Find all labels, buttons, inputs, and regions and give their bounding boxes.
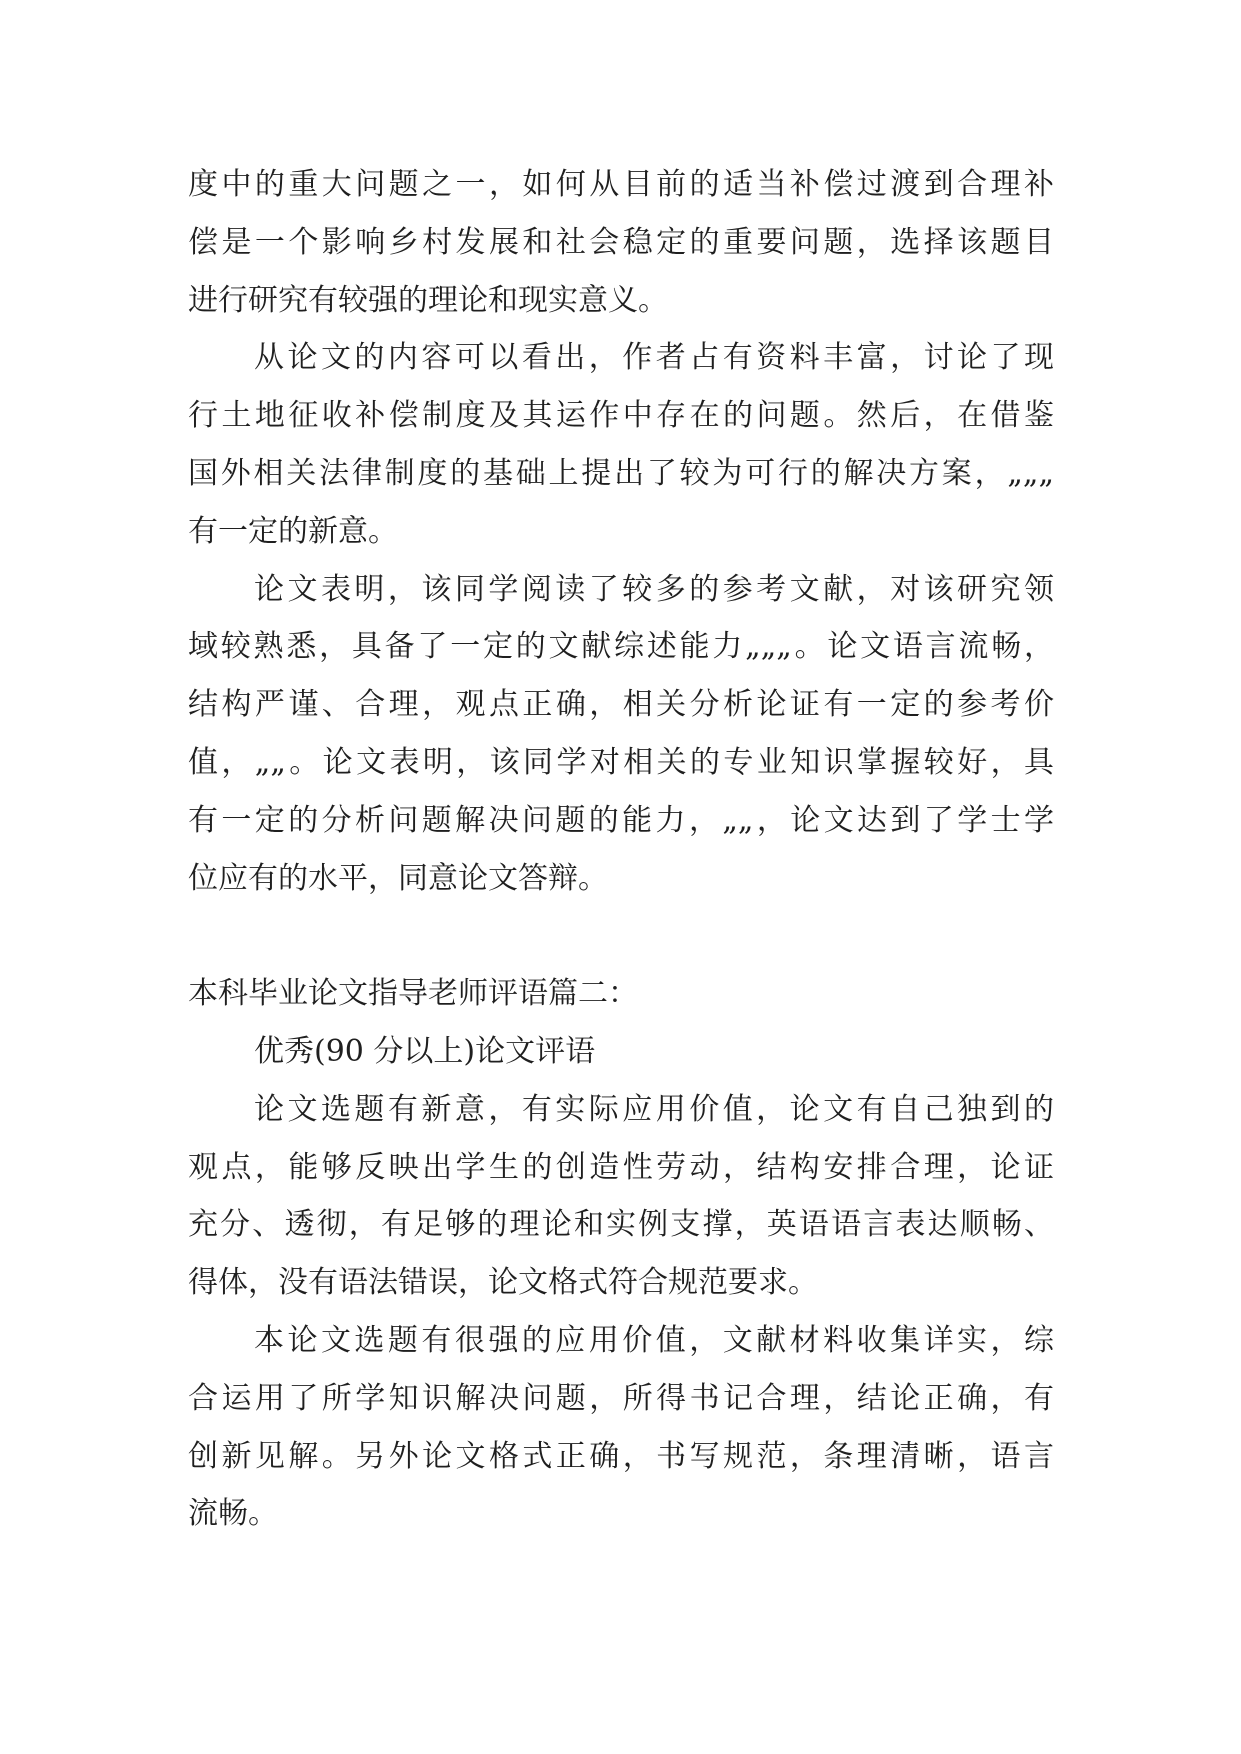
body-text-line: 度中的重大问题之一，如何从目前的适当补偿过渡到合理补 (188, 167, 1054, 202)
body-text-line: 结构严谨、合理，观点正确，相关分析论证有一定的参考价 (188, 687, 1054, 723)
body-text-line: 充分、透彻，有足够的理论和实例支撑，英语语言表达顺畅、 (188, 1207, 1054, 1243)
body-text-line: 观点，能够反映出学生的创造性劳动，结构安排合理，论证 (188, 1149, 1054, 1185)
blank-line (188, 907, 1054, 965)
paragraph (188, 329, 1054, 560)
body-text-line: 合运用了所学知识解决问题，所得书记合理，结论正确，有 (188, 1380, 1054, 1416)
body-text-line: 域较熟悉，具备了一定的文献综述能力„„„。论文语言流畅， (188, 629, 1054, 665)
body-text-line: 有一定的新意。 (188, 513, 398, 549)
paragraph (188, 156, 1054, 329)
body-text-line: 有一定的分析问题解决问题的能力，„„，论文达到了学士学 (188, 802, 1054, 838)
body-text-line: 论文表明，该同学阅读了较多的参考文献，对该研究领 (254, 571, 1054, 607)
body-text-line: 流畅。 (188, 1496, 278, 1532)
body-text-line: 本论文选题有很强的应用价值，文献材料收集详实，综 (254, 1322, 1054, 1358)
body-text-line: 位应有的水平，同意论文答辩。 (188, 860, 608, 896)
body-text-line: 值，„„。论文表明，该同学对相关的专业知识掌握较好，具 (188, 744, 1054, 780)
grade-subheading: 优秀(90 分以上)论文评语 (254, 1033, 596, 1069)
body-text-line: 偿是一个影响乡村发展和社会稳定的重要问题，选择该题目 (188, 224, 1054, 260)
body-text-line: 论文选题有新意，有实际应用价值，论文有自己独到的 (254, 1091, 1054, 1127)
paragraph (188, 1081, 1054, 1312)
body-text-line: 得体，没有语法错误，论文格式符合规范要求。 (188, 1265, 818, 1301)
body-text-line: 从论文的内容可以看出，作者占有资料丰富，讨论了现 (254, 340, 1054, 376)
paragraph (188, 1312, 1054, 1543)
body-text-line: 国外相关法律制度的基础上提出了较为可行的解决方案，„„„ (188, 455, 1054, 491)
body-text-line: 创新见解。另外论文格式正确，书写规范，条理清晰，语言 (188, 1438, 1054, 1474)
body-text-line: 进行研究有较强的理论和现实意义。 (188, 282, 668, 318)
paragraph (188, 561, 1054, 908)
section-heading: 本科毕业论文指导老师评语篇二： (188, 976, 638, 1012)
document-body (188, 156, 1054, 1543)
body-text-line: 行土地征收补偿制度及其运作中存在的问题。然后，在借鉴 (188, 398, 1054, 434)
